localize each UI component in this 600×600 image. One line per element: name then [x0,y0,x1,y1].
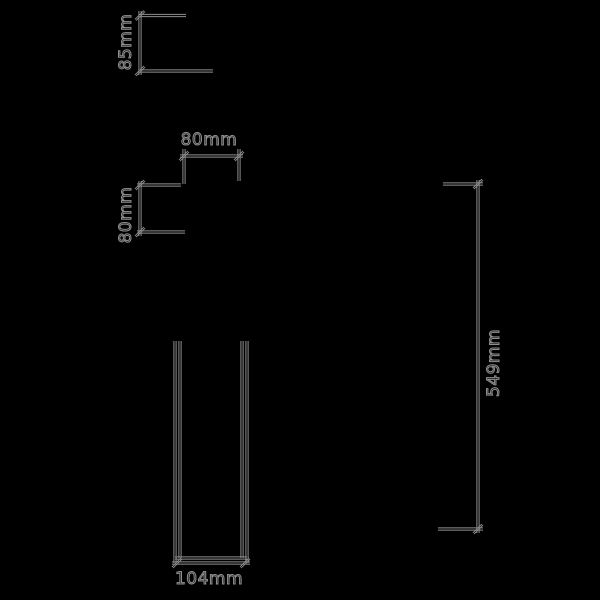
dim-549mm-lines [438,179,483,534]
dim-85mm-lines [135,10,213,76]
dim-80mm-top-lines [179,149,244,184]
dimension-label-549mm: 549mm [484,328,504,398]
dimension-label-80mm-left: 80mm [116,186,136,244]
dimension-label-104mm: 104mm [174,569,244,589]
dim-80mm-left-lines [135,180,185,237]
dimension-label-80mm-top: 80mm [180,130,238,150]
dimension-label-85mm: 85mm [116,13,136,71]
object-outline [174,341,248,563]
